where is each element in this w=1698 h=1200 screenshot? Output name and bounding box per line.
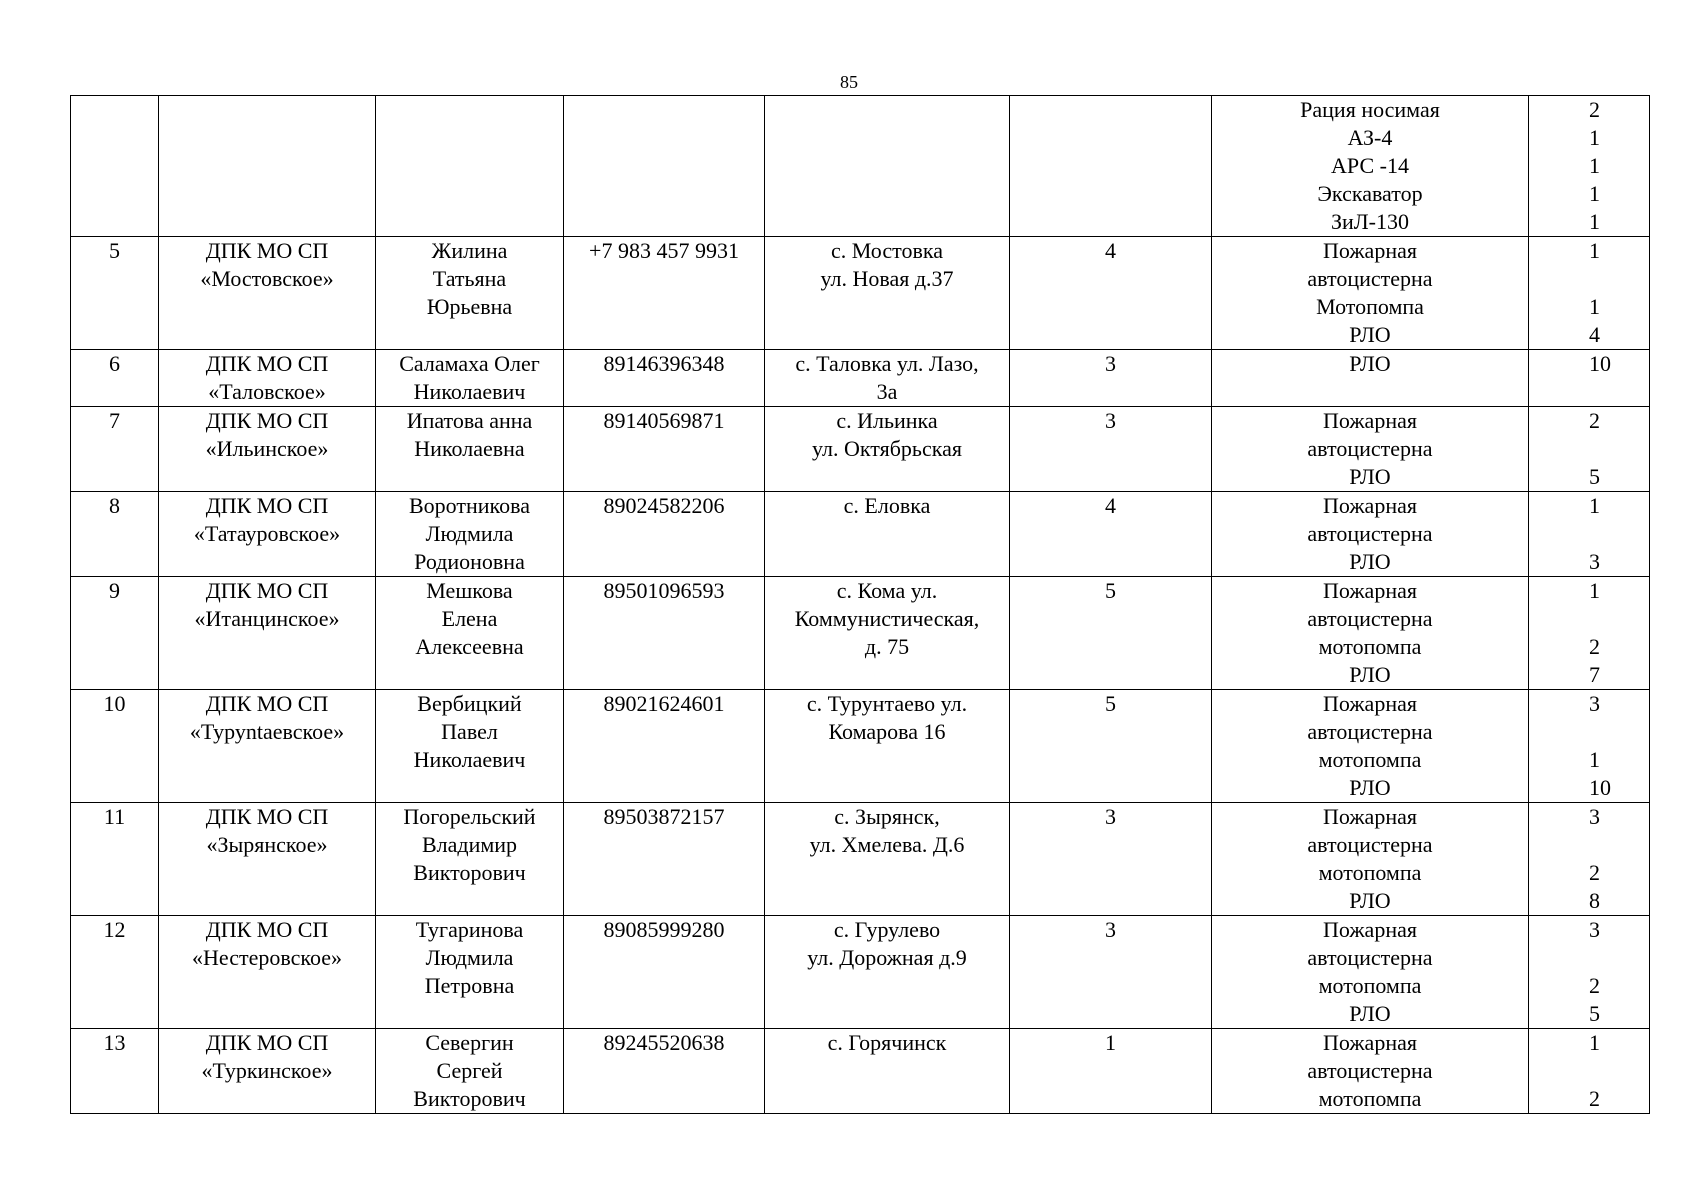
cell-equipment: Пожарная автоцистерна мотопомпа РЛО (1212, 577, 1529, 690)
page-number: 85 (840, 72, 858, 92)
cell-phone: 89501096593 (564, 577, 765, 690)
cell-number: 7 (71, 407, 159, 492)
cell-phone: 89503872157 (564, 803, 765, 916)
cell-quantity: 2 5 (1529, 407, 1650, 492)
cell-head-name (376, 96, 564, 237)
cell-head-name: Ипатова анна Николаевна (376, 407, 564, 492)
cell-quantity: 1 3 (1529, 492, 1650, 577)
cell-head-name: Воротникова Людмила Родионовна (376, 492, 564, 577)
cell-unit-name: ДПК МО СП «Татауровское» (159, 492, 376, 577)
table-row (71, 690, 1650, 803)
cell-number: 13 (71, 1029, 159, 1114)
table-row (71, 492, 1650, 577)
cell-number: 12 (71, 916, 159, 1029)
cell-staff-count: 1 (1010, 1029, 1212, 1114)
cell-address: с. Ильинка ул. Октябрьская (765, 407, 1010, 492)
cell-address: с. Турунтаево ул. Комарова 16 (765, 690, 1010, 803)
cell-number (71, 96, 159, 237)
cell-phone (564, 96, 765, 237)
cell-phone: 89021624601 (564, 690, 765, 803)
table-row (71, 407, 1650, 492)
cell-equipment: Пожарная автоцистерна Мотопомпа РЛО (1212, 237, 1529, 350)
cell-phone: 89140569871 (564, 407, 765, 492)
cell-phone: 89146396348 (564, 350, 765, 407)
cell-staff-count: 5 (1010, 690, 1212, 803)
cell-quantity: 1 1 4 (1529, 237, 1650, 350)
cell-phone: +7 983 457 9931 (564, 237, 765, 350)
cell-unit-name: ДПК МО СП «Зырянское» (159, 803, 376, 916)
cell-address: с. Гурулево ул. Дорожная д.9 (765, 916, 1010, 1029)
cell-address: с. Мостовка ул. Новая д.37 (765, 237, 1010, 350)
table-row (71, 916, 1650, 1029)
cell-equipment: Пожарная автоцистерна мотопомпа РЛО (1212, 690, 1529, 803)
cell-staff-count: 4 (1010, 492, 1212, 577)
cell-quantity: 1 2 (1529, 1029, 1650, 1114)
cell-staff-count: 3 (1010, 803, 1212, 916)
cell-address: с. Таловка ул. Лазо, 3а (765, 350, 1010, 407)
cell-head-name: Саламаха Олег Николаевич (376, 350, 564, 407)
cell-address: с. Зырянск, ул. Хмелева. Д.6 (765, 803, 1010, 916)
cell-head-name: Тугаринова Людмила Петровна (376, 916, 564, 1029)
cell-unit-name: ДПК МО СП «Нестеровское» (159, 916, 376, 1029)
cell-address: с. Кома ул. Коммунистическая, д. 75 (765, 577, 1010, 690)
cell-quantity: 3 2 8 (1529, 803, 1650, 916)
cell-quantity: 10 (1529, 350, 1650, 407)
table-row (71, 1029, 1650, 1114)
cell-unit-name: ДПК МО СП «Итанцинское» (159, 577, 376, 690)
table-row (71, 577, 1650, 690)
table-row (71, 350, 1650, 407)
cell-equipment: Пожарная автоцистерна РЛО (1212, 492, 1529, 577)
cell-number: 8 (71, 492, 159, 577)
table-row (71, 96, 1650, 237)
cell-phone: 89085999280 (564, 916, 765, 1029)
cell-address (765, 96, 1010, 237)
cell-unit-name: ДПК МО СП «Таловское» (159, 350, 376, 407)
table-body (71, 96, 1650, 1114)
cell-number: 11 (71, 803, 159, 916)
cell-phone: 89245520638 (564, 1029, 765, 1114)
cell-head-name: Севергин Сергей Викторович (376, 1029, 564, 1114)
cell-unit-name: ДПК МО СП «Ильинское» (159, 407, 376, 492)
cell-number: 10 (71, 690, 159, 803)
cell-quantity: 2 1 1 1 1 (1529, 96, 1650, 237)
cell-equipment: Пожарная автоцистерна мотопомпа РЛО (1212, 803, 1529, 916)
cell-staff-count: 3 (1010, 916, 1212, 1029)
cell-staff-count: 3 (1010, 350, 1212, 407)
cell-unit-name: ДПК МО СП «Мостовское» (159, 237, 376, 350)
cell-unit-name (159, 96, 376, 237)
cell-address: с. Еловка (765, 492, 1010, 577)
cell-equipment: Пожарная автоцистерна мотопомпа РЛО (1212, 916, 1529, 1029)
cell-equipment: Рация носимая АЗ-4 АРС -14 Экскаватор ЗиЛ-130 (1212, 96, 1529, 237)
cell-staff-count: 5 (1010, 577, 1212, 690)
cell-quantity: 1 2 7 (1529, 577, 1650, 690)
cell-head-name: Жилина Татьяна Юрьевна (376, 237, 564, 350)
cell-staff-count: 4 (1010, 237, 1212, 350)
cell-quantity: 3 2 5 (1529, 916, 1650, 1029)
table-row (71, 237, 1650, 350)
cell-head-name: Вербицкий Павел Николаевич (376, 690, 564, 803)
table-row (71, 803, 1650, 916)
cell-address: с. Горячинск (765, 1029, 1010, 1114)
cell-number: 9 (71, 577, 159, 690)
cell-unit-name: ДПК МО СП «Туруntaевское» (159, 690, 376, 803)
cell-head-name: Погорельский Владимир Викторович (376, 803, 564, 916)
cell-head-name: Мешкова Елена Алексеевна (376, 577, 564, 690)
cell-phone: 89024582206 (564, 492, 765, 577)
cell-equipment: РЛО (1212, 350, 1529, 407)
cell-quantity: 3 1 10 (1529, 690, 1650, 803)
cell-staff-count (1010, 96, 1212, 237)
cell-unit-name: ДПК МО СП «Туркинское» (159, 1029, 376, 1114)
cell-equipment: Пожарная автоцистерна РЛО (1212, 407, 1529, 492)
cell-number: 5 (71, 237, 159, 350)
cell-equipment: Пожарная автоцистерна мотопомпа (1212, 1029, 1529, 1114)
cell-staff-count: 3 (1010, 407, 1212, 492)
cell-number: 6 (71, 350, 159, 407)
equipment-table (70, 95, 1650, 1114)
